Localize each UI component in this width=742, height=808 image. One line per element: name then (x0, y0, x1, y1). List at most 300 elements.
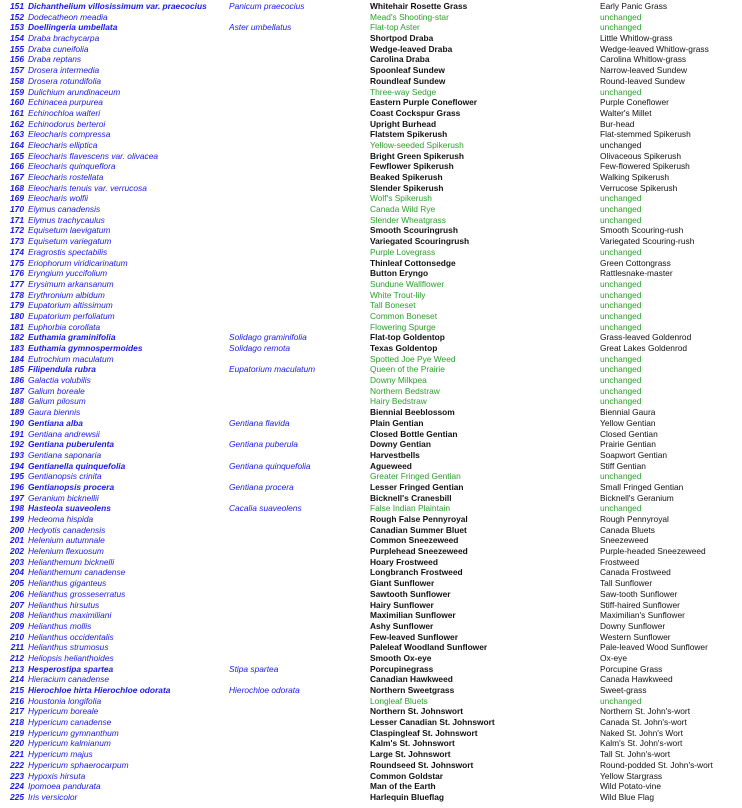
scientific-name: Dodecatheon meadia (28, 11, 108, 22)
new-common-name: Northern St. Johnswort (370, 706, 464, 717)
new-common-name: White Trout-lily (370, 289, 426, 300)
synonym-name: Gentiana flavida (229, 417, 290, 428)
previous-common-name: Few-flowered Spikerush (600, 161, 690, 172)
table-row (0, 332, 742, 343)
new-common-name: Flat-top Goldentop (370, 332, 445, 343)
row-number: 211 (10, 642, 24, 653)
synonym-name (229, 193, 370, 204)
new-common-name: Common Goldstar (370, 770, 444, 781)
previous-common-name: unchanged (600, 353, 642, 364)
scientific-name: Echinacea purpurea (28, 97, 103, 108)
table-row (0, 258, 742, 269)
scientific-name: Hasteola suaveolens (28, 503, 111, 514)
table-row (0, 760, 742, 771)
previous-common-name: Downy Sunflower (600, 620, 666, 631)
scientific-name: Helianthus strumosus (28, 642, 109, 653)
synonym-name (229, 65, 370, 76)
synonym-name (229, 557, 370, 568)
synonym-name (229, 129, 370, 140)
table-row (0, 792, 742, 803)
scientific-name: Drosera intermedia (28, 65, 100, 76)
previous-common-name: Canada St. John's-wort (600, 717, 687, 728)
previous-common-name: Olivaceous Spikerush (600, 150, 681, 161)
scientific-name: Houstonia longifolia (28, 695, 102, 706)
table-row (0, 268, 742, 279)
scientific-name: Gaura biennis (28, 407, 81, 418)
synonym-name (229, 621, 370, 632)
previous-common-name: Porcupine Grass (600, 663, 663, 674)
previous-common-name: unchanged (600, 22, 642, 33)
scientific-name: Euthamia graminifolia (28, 332, 116, 343)
synonym-name (229, 589, 370, 600)
row-number: 180 (10, 310, 24, 321)
row-number: 175 (10, 257, 24, 268)
table-row (0, 738, 742, 749)
row-number: 153 (10, 22, 24, 33)
scientific-name: Hesperostipa spartea (28, 663, 114, 674)
table-row (0, 311, 742, 322)
synonym-name (229, 375, 370, 386)
row-number: 204 (10, 567, 24, 578)
scientific-name: Eleocharis elliptica (28, 139, 98, 150)
scientific-name: Euphorbia corollata (28, 321, 101, 332)
table-row (0, 129, 742, 140)
scientific-name: Helianthus hirsutus (28, 599, 100, 610)
synonym-name (229, 279, 370, 290)
scientific-name: Helianthus occidentalis (28, 631, 114, 642)
new-common-name: Greater Fringed Gentian (370, 471, 461, 482)
row-number: 205 (10, 578, 24, 589)
previous-common-name: Bur-head (600, 118, 635, 129)
row-number: 187 (10, 385, 24, 396)
table-row (0, 300, 742, 311)
synonym-name: Solidago graminifolia (229, 332, 307, 343)
previous-common-name: Closed Gentian (600, 428, 658, 439)
scientific-name: Equisetum laevigatum (28, 225, 111, 236)
scientific-name: Elymus trachycaulus (28, 214, 105, 225)
scientific-name: Helianthemum canadense (28, 567, 126, 578)
table-row (0, 12, 742, 23)
table-row (0, 706, 742, 717)
table-row (0, 514, 742, 525)
row-number: 171 (10, 214, 24, 225)
row-number: 196 (10, 481, 24, 492)
row-number: 186 (10, 375, 24, 386)
synonym-name: Aster umbellatus (229, 22, 292, 33)
row-number: 185 (10, 364, 24, 375)
table-row (0, 290, 742, 301)
previous-common-name: Canada Hawkweed (600, 674, 673, 685)
new-common-name: Hairy Bedstraw (370, 396, 427, 407)
row-number: 184 (10, 353, 24, 364)
new-common-name: Harlequin Blueflag (370, 791, 444, 802)
previous-common-name: unchanged (600, 375, 642, 386)
row-number: 213 (10, 663, 24, 674)
table-row (0, 418, 742, 429)
new-common-name: Eastern Purple Coneflower (370, 97, 478, 108)
previous-common-name: unchanged (600, 385, 642, 396)
previous-common-name: unchanged (600, 364, 642, 375)
scientific-name: Dichanthelium villosissimum var. praecocius (28, 1, 207, 11)
synonym-name (229, 567, 370, 578)
previous-common-name: Wild Potato-vine (600, 781, 661, 792)
new-common-name: Texas Goldentop (370, 343, 438, 353)
new-common-name: Few-leaved Sunflower (370, 631, 458, 642)
new-common-name: Northern Bedstraw (370, 385, 440, 396)
row-number: 151 (10, 1, 24, 11)
new-common-name: Sundune Wallflower (370, 278, 445, 289)
synonym-name (229, 610, 370, 621)
table-row (0, 717, 742, 728)
row-number: 173 (10, 236, 24, 247)
scientific-name: Helianthus maximiliani (28, 610, 112, 621)
new-common-name: Smooth Ox-eye (370, 652, 432, 663)
scientific-name: Equisetum variegatum (28, 236, 112, 247)
row-number: 201 (10, 535, 24, 546)
scientific-name: Ipomoea pandurata (28, 781, 101, 792)
synonym-name: Stipa spartea (229, 663, 279, 674)
previous-common-name: Wild Blue Flag (600, 791, 654, 802)
synonym-name (229, 76, 370, 87)
row-number: 174 (10, 246, 24, 257)
row-number: 167 (10, 172, 24, 182)
table-row (0, 471, 742, 482)
scientific-name: Heliopsis helianthoides (28, 652, 114, 663)
previous-common-name: Frostweed (600, 556, 640, 567)
row-number: 202 (10, 546, 24, 557)
previous-common-name: Prairie Gentian (600, 439, 656, 450)
new-common-name: Hoary Frostweed (370, 556, 438, 567)
scientific-name: Hypericum boreale (28, 706, 99, 717)
table-row (0, 33, 742, 44)
new-common-name: Spoonleaf Sundew (370, 65, 445, 76)
synonym-name: Gentiana puberula (229, 439, 298, 450)
previous-common-name: Ox-eye (600, 652, 627, 663)
previous-common-name: Saw-tooth Sunflower (600, 588, 678, 599)
scientific-name: Hypericum canadense (28, 717, 112, 728)
scientific-name: Hypoxis hirsuta (28, 770, 86, 781)
row-number: 203 (10, 556, 24, 567)
previous-common-name: Maximilian's Sunflower (600, 610, 685, 621)
table-row (0, 407, 742, 418)
synonym-name (229, 792, 370, 803)
synonym-name (229, 493, 370, 504)
row-number: 182 (10, 332, 24, 343)
new-common-name: Smooth Scouringrush (370, 225, 458, 236)
row-number: 218 (10, 717, 24, 728)
table-row (0, 140, 742, 151)
synonym-name (229, 386, 370, 397)
table-row (0, 44, 742, 55)
previous-common-name: Kalm's St. John's-wort (600, 738, 683, 749)
previous-common-name: Wedge-leaved Whitlow-grass (600, 43, 709, 54)
row-number: 157 (10, 65, 24, 76)
new-common-name: Flatstem Spikerush (370, 129, 448, 140)
synonym-name (229, 236, 370, 247)
scientific-name: Hedyotis canadensis (28, 524, 106, 535)
table-row (0, 247, 742, 258)
previous-common-name: Rough Pennyroyal (600, 514, 669, 524)
new-common-name: Slender Wheatgrass (370, 214, 446, 225)
synonym-name (229, 578, 370, 589)
row-number: 158 (10, 75, 24, 86)
scientific-name: Geranium bicknellii (28, 492, 99, 503)
table-row (0, 664, 742, 675)
synonym-name (229, 225, 370, 236)
new-common-name: Canadian Hawkweed (370, 674, 453, 685)
scientific-name: Eleocharis tenuis var. verrucosa (28, 182, 147, 193)
synonym-name (229, 674, 370, 685)
table-row (0, 172, 742, 183)
new-common-name: Longbranch Frostweed (370, 567, 463, 578)
new-common-name: Biennial Beeblossom (370, 407, 455, 418)
synonym-name (229, 108, 370, 119)
row-number: 183 (10, 343, 24, 353)
table-row (0, 642, 742, 653)
scientific-name: Erythronium albidum (28, 289, 105, 300)
new-common-name: Purple Lovegrass (370, 246, 436, 257)
table-row (0, 65, 742, 76)
synonym-name (229, 514, 370, 525)
row-number: 199 (10, 514, 24, 524)
new-common-name: Yellow-seeded Spikerush (370, 139, 464, 150)
new-common-name: Porcupinegrass (370, 663, 434, 674)
previous-common-name: Round-podded St. John's-wort (600, 759, 713, 770)
table-row (0, 632, 742, 643)
scientific-name: Eleocharis wolfii (28, 193, 89, 204)
previous-common-name: Bicknell's Geranium (600, 492, 674, 503)
new-common-name: Maximilian Sunflower (370, 610, 456, 621)
synonym-name (229, 300, 370, 311)
table-row (0, 108, 742, 119)
new-common-name: Coast Cockspur Grass (370, 107, 461, 118)
table-row (0, 621, 742, 632)
scientific-name: Helenium flexuosum (28, 546, 104, 557)
previous-common-name: Carolina Whitlow-grass (600, 54, 687, 65)
table-row (0, 600, 742, 611)
row-number: 179 (10, 300, 24, 311)
table-row (0, 578, 742, 589)
previous-common-name: Western Sunflower (600, 631, 671, 642)
scientific-name: Gentiana andrewsii (28, 428, 100, 439)
scientific-name: Gentiana alba (28, 417, 83, 428)
row-number: 224 (10, 781, 24, 792)
synonym-name (229, 311, 370, 322)
synonym-name (229, 600, 370, 611)
table-row (0, 610, 742, 621)
scientific-name: Dulichium arundinaceum (28, 86, 121, 97)
new-common-name: Claspingleaf St. Johnswort (370, 727, 478, 738)
row-number: 161 (10, 107, 24, 118)
previous-common-name: Pale-leaved Wood Sunflower (600, 642, 708, 653)
previous-common-name: Naked St. John's Wort (600, 727, 683, 738)
table-row (0, 364, 742, 375)
scientific-name: Draba brachycarpa (28, 33, 100, 44)
new-common-name: Wolf's Spikerush (370, 193, 432, 204)
row-number: 189 (10, 407, 24, 418)
synonym-name (229, 535, 370, 546)
row-number: 194 (10, 460, 24, 471)
previous-common-name: Little Whitlow-grass (600, 33, 673, 44)
new-common-name: Lesser Fringed Gentian (370, 481, 464, 492)
previous-common-name: Purple-headed Sneezeweed (600, 546, 706, 557)
scientific-name: Hypericum majus (28, 749, 93, 760)
previous-common-name: Biennial Gaura (600, 407, 656, 418)
synonym-name (229, 54, 370, 65)
synonym-name (229, 706, 370, 717)
scientific-name: Elymus canadensis (28, 204, 101, 215)
table-row (0, 567, 742, 578)
table-row (0, 204, 742, 215)
new-common-name: Bicknell's Cranesbill (370, 492, 452, 503)
scientific-name: Gentianopsis crinita (28, 471, 102, 482)
row-number: 216 (10, 695, 24, 706)
row-number: 188 (10, 396, 24, 407)
row-number: 217 (10, 706, 24, 717)
scientific-name: Galactia volubilis (28, 375, 91, 386)
row-number: 162 (10, 118, 24, 129)
previous-common-name: Great Lakes Goldenrod (600, 343, 688, 353)
table-row (0, 728, 742, 739)
row-number: 214 (10, 674, 24, 685)
new-common-name: Bright Green Spikerush (370, 150, 465, 161)
scientific-name: Gentiana saponaria (28, 449, 102, 460)
synonym-name: Gentiana quinquefolia (229, 460, 311, 471)
synonym-name: Eupatorium maculatum (229, 364, 316, 375)
synonym-name (229, 33, 370, 44)
scientific-name: Helianthus giganteus (28, 578, 107, 589)
previous-common-name: unchanged (600, 289, 642, 300)
previous-common-name: unchanged (600, 300, 642, 311)
synonym-name (229, 781, 370, 792)
table-row (0, 354, 742, 365)
row-number: 192 (10, 439, 24, 450)
row-number: 195 (10, 471, 24, 482)
synonym-name (229, 471, 370, 482)
previous-common-name: Purple Coneflower (600, 97, 669, 108)
scientific-name: Eryngium yuccifolium (28, 268, 108, 279)
row-number: 177 (10, 278, 24, 289)
scientific-name: Gentianella quinquefolia (28, 460, 126, 471)
new-common-name: Lesser Canadian St. Johnswort (370, 717, 495, 728)
previous-common-name: Early Panic Grass (600, 1, 668, 11)
synonym-name (229, 268, 370, 279)
new-common-name: Downy Milkpea (370, 375, 427, 386)
new-common-name: Roundleaf Sundew (370, 75, 446, 86)
table-row (0, 322, 742, 333)
new-common-name: Canadian Summer Bluet (370, 524, 467, 535)
row-number: 170 (10, 204, 24, 215)
scientific-name: Drosera rotundifolia (28, 75, 102, 86)
new-common-name: Slender Spikerush (370, 182, 444, 193)
table-row (0, 450, 742, 461)
scientific-name: Draba cuneifolia (28, 43, 89, 54)
previous-common-name: Sweet-grass (600, 685, 647, 695)
table-row (0, 439, 742, 450)
synonym-name (229, 642, 370, 653)
scientific-name: Doellingeria umbellata (28, 22, 118, 33)
row-number: 209 (10, 620, 24, 631)
scientific-name: Galium pilosum (28, 396, 86, 407)
table-row (0, 429, 742, 440)
table-row (0, 87, 742, 98)
table-row (0, 97, 742, 108)
previous-common-name: Stiff Gentian (600, 460, 646, 471)
synonym-name (229, 247, 370, 258)
synonym-name (229, 407, 370, 418)
previous-common-name: Yellow Gentian (600, 417, 656, 428)
synonym-name (229, 87, 370, 98)
new-common-name: Spotted Joe Pye Weed (370, 353, 456, 364)
previous-common-name: unchanged (600, 86, 642, 97)
row-number: 165 (10, 150, 24, 161)
row-number: 210 (10, 631, 24, 642)
table-row (0, 503, 742, 514)
row-number: 152 (10, 11, 24, 22)
previous-common-name: unchanged (600, 321, 642, 332)
new-common-name: Hairy Sunflower (370, 599, 434, 610)
row-number: 169 (10, 193, 24, 204)
new-common-name: Purplehead Sneezeweed (370, 546, 468, 557)
row-number: 166 (10, 161, 24, 172)
previous-common-name: Sneezeweed (600, 535, 649, 546)
scientific-name: Iris versicolor (28, 791, 78, 802)
synonym-name (229, 354, 370, 365)
scientific-name: Eriophorum viridicarinatum (28, 257, 128, 268)
scientific-name: Hedeoma hispida (28, 514, 94, 524)
new-common-name: Upright Burhead (370, 118, 437, 129)
scientific-name: Helianthus grosseserratus (28, 588, 126, 599)
scientific-name: Euthamia gymnospermoides (28, 343, 143, 353)
table-row (0, 161, 742, 172)
row-number: 212 (10, 652, 24, 663)
synonym-name (229, 546, 370, 557)
new-common-name: Beaked Spikerush (370, 172, 443, 182)
table-row (0, 674, 742, 685)
row-number: 208 (10, 610, 24, 621)
new-common-name: Downy Gentian (370, 439, 431, 450)
synonym-name (229, 771, 370, 782)
table-row (0, 343, 742, 354)
scientific-name: Eleocharis flavescens var. olivacea (28, 150, 159, 161)
synonym-name (229, 140, 370, 151)
new-common-name: Variegated Scouringrush (370, 236, 470, 247)
previous-common-name: unchanged (600, 204, 642, 215)
new-common-name: Kalm's St. Johnswort (370, 738, 455, 749)
synonym-name (229, 172, 370, 183)
row-number: 155 (10, 43, 24, 54)
new-common-name: Whitehair Rosette Grass (370, 1, 468, 11)
synonym-name (229, 12, 370, 23)
synonym-name (229, 525, 370, 536)
row-number: 219 (10, 727, 24, 738)
row-number: 164 (10, 139, 24, 150)
new-common-name: Northern Sweetgrass (370, 685, 455, 695)
previous-common-name: Flat-stemmed Spikerush (600, 129, 691, 140)
previous-common-name: Narrow-leaved Sundew (600, 65, 688, 76)
new-common-name: False Indian Plaintain (370, 503, 451, 514)
table-row (0, 749, 742, 760)
previous-common-name: unchanged (600, 471, 642, 482)
table-row (0, 482, 742, 493)
new-common-name: Queen of the Prairie (370, 364, 445, 375)
table-row (0, 119, 742, 130)
scientific-name: Hypericum gymnanthum (28, 727, 119, 738)
new-common-name: Roundseed St. Johnswort (370, 759, 474, 770)
table-row (0, 493, 742, 504)
row-number: 160 (10, 97, 24, 108)
scientific-name: Echinodorus berteroi (28, 118, 106, 129)
